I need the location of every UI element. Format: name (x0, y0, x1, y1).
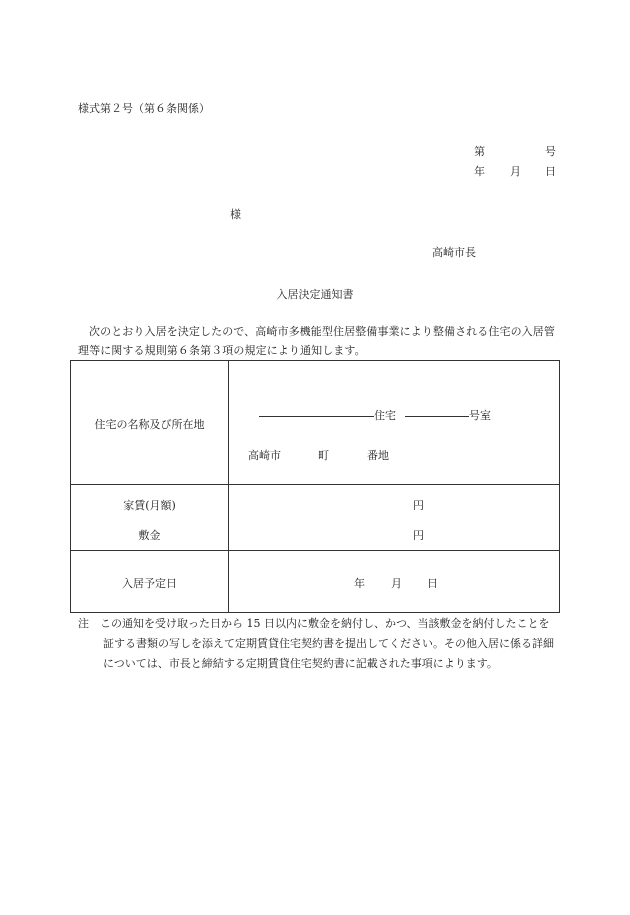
deposit-label: 敷金 (138, 529, 161, 542)
table-row-divider (71, 484, 559, 485)
rent-label: 家賃(月額) (123, 499, 176, 512)
room-number-label: 号室 (469, 409, 491, 422)
document-number-suffix: 号 (545, 145, 556, 158)
lot-number-label: 番地 (367, 449, 389, 462)
move-in-day-label: 日 (427, 577, 438, 590)
deposit-unit: 円 (413, 529, 424, 542)
document-number-prefix: 第 (474, 145, 485, 158)
issuer-name: 高崎市長 (432, 246, 476, 259)
recipient-suffix: 様 (230, 208, 241, 221)
date-month-label: 月 (510, 165, 521, 178)
housing-name-blank (259, 415, 374, 417)
city-label: 高崎市 (248, 449, 281, 462)
move-in-year-label: 年 (354, 577, 365, 590)
table-column-divider (228, 361, 229, 612)
date-day-label: 日 (545, 165, 556, 178)
move-in-date-label: 入居予定日 (122, 577, 177, 590)
notice-table (70, 360, 560, 613)
page-title: 入居決定通知書 (276, 288, 354, 301)
footnote-text: この通知を受け取った日から 15 日以内に敷金を納付し、かつ、当該敷金を納付したことを証する書類の写しを添えて定期賃貸住宅契約書を提出してください。その他入居に係る詳細については、市長と締結する定期賃貸住宅契約書に記載された事項によります。 (100, 617, 554, 670)
intro-paragraph: 次のとおり入居を決定したので、高崎市多機能型住居整備事業により整備される住宅の入居管理等に関する規則第６条第３項の規定により通知します。 (78, 325, 555, 357)
form-number: 様式第２号（第６条関係） (78, 102, 210, 115)
table-row-divider (71, 550, 559, 551)
housing-name-label: 住宅の名称及び所在地 (94, 418, 205, 431)
room-number-blank (405, 415, 469, 417)
footnote-mark: 注 (78, 617, 89, 630)
move-in-month-label: 月 (391, 577, 402, 590)
date-year-label: 年 (474, 165, 485, 178)
town-label: 町 (318, 449, 329, 462)
jutaku-label: 住宅 (374, 409, 396, 422)
rent-unit: 円 (413, 499, 424, 512)
housing-name-field (259, 407, 491, 423)
